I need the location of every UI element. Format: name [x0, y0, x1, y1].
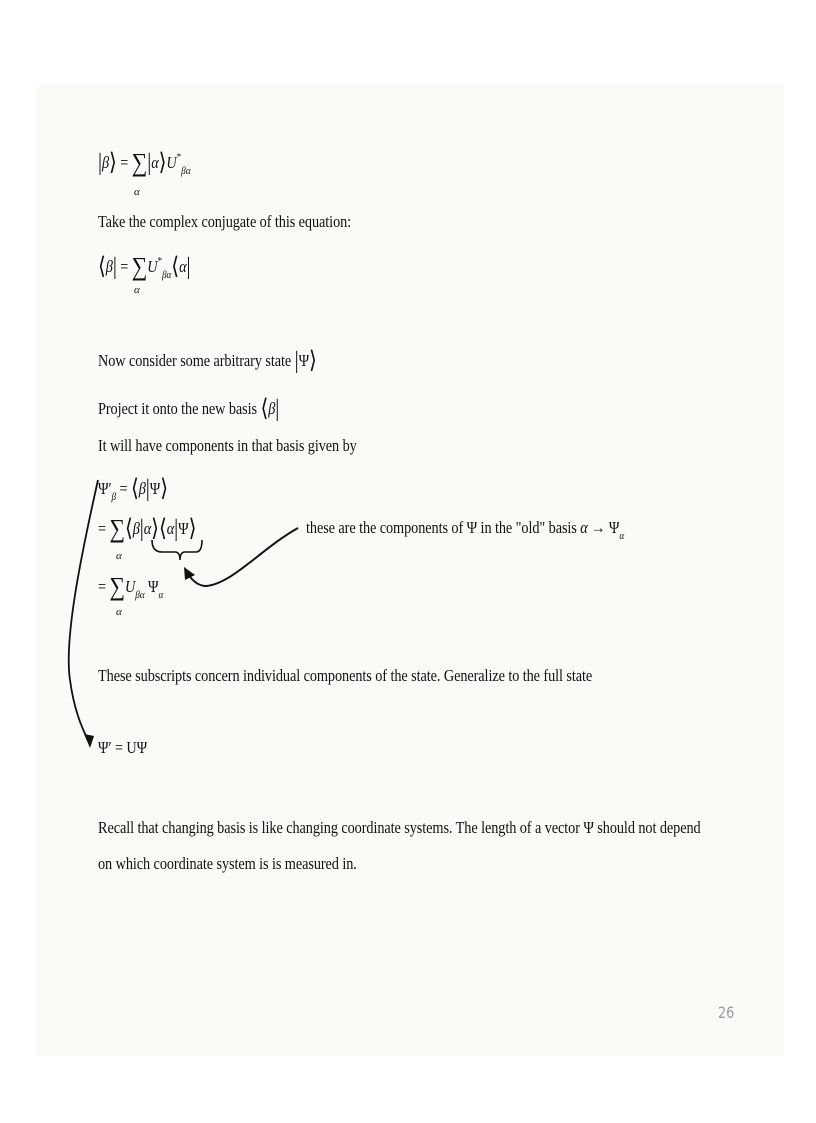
underbrace: [152, 540, 202, 560]
sum-index: α: [116, 606, 122, 618]
equation-psi-prime: $\Psi'_\beta$ = ⟨β|Ψ⟩: [98, 476, 169, 503]
generalize-text: These subscripts concern individual components of the state. Generalize to the full state: [98, 666, 593, 685]
recall-text-line-1: Recall that changing basis is like changing coordinate systems. The length of a vector Ψ should not depend: [98, 818, 701, 837]
long-arrow: [69, 480, 98, 740]
recall-text-line-2: on which coordinate system is is measured in.: [98, 854, 357, 873]
pointer-arrow-head: [184, 567, 195, 580]
consider-text: Now consider some arbitrary state |Ψ⟩: [98, 348, 317, 374]
long-arrow-head: [84, 734, 94, 748]
components-text: It will have components in that basis given by: [98, 436, 357, 455]
final-equation: Ψ′ = UΨ: [98, 738, 148, 757]
sum-index: α: [116, 550, 122, 562]
equation-expansion: = ∑⟨β|α⟩⟨α|Ψ⟩: [98, 514, 197, 543]
project-text: Project it onto the new basis ⟨β|: [98, 396, 280, 422]
equation-beta-bra: ⟨β| = $\sum U^*_{\beta\alpha}⟨\alpha|$: [98, 252, 191, 281]
pointer-arrow: [188, 528, 298, 586]
components-annotation: these are the components of Ψ in the "old" basis $\alpha \to \Psi_\alpha$: [306, 518, 625, 542]
page-number: 26: [718, 1003, 735, 1022]
conjugate-text: Take the complex conjugate of this equation:: [98, 212, 352, 231]
sum-index: α: [134, 186, 140, 198]
equation-beta-ket: |β⟩ = $\sum|\alpha⟩U^*_{\beta\alpha}$: [98, 148, 191, 177]
equation-result: = $\sum U_{\beta\alpha}$ $\Psi_\alpha$: [98, 572, 164, 601]
sum-index: α: [134, 284, 140, 296]
